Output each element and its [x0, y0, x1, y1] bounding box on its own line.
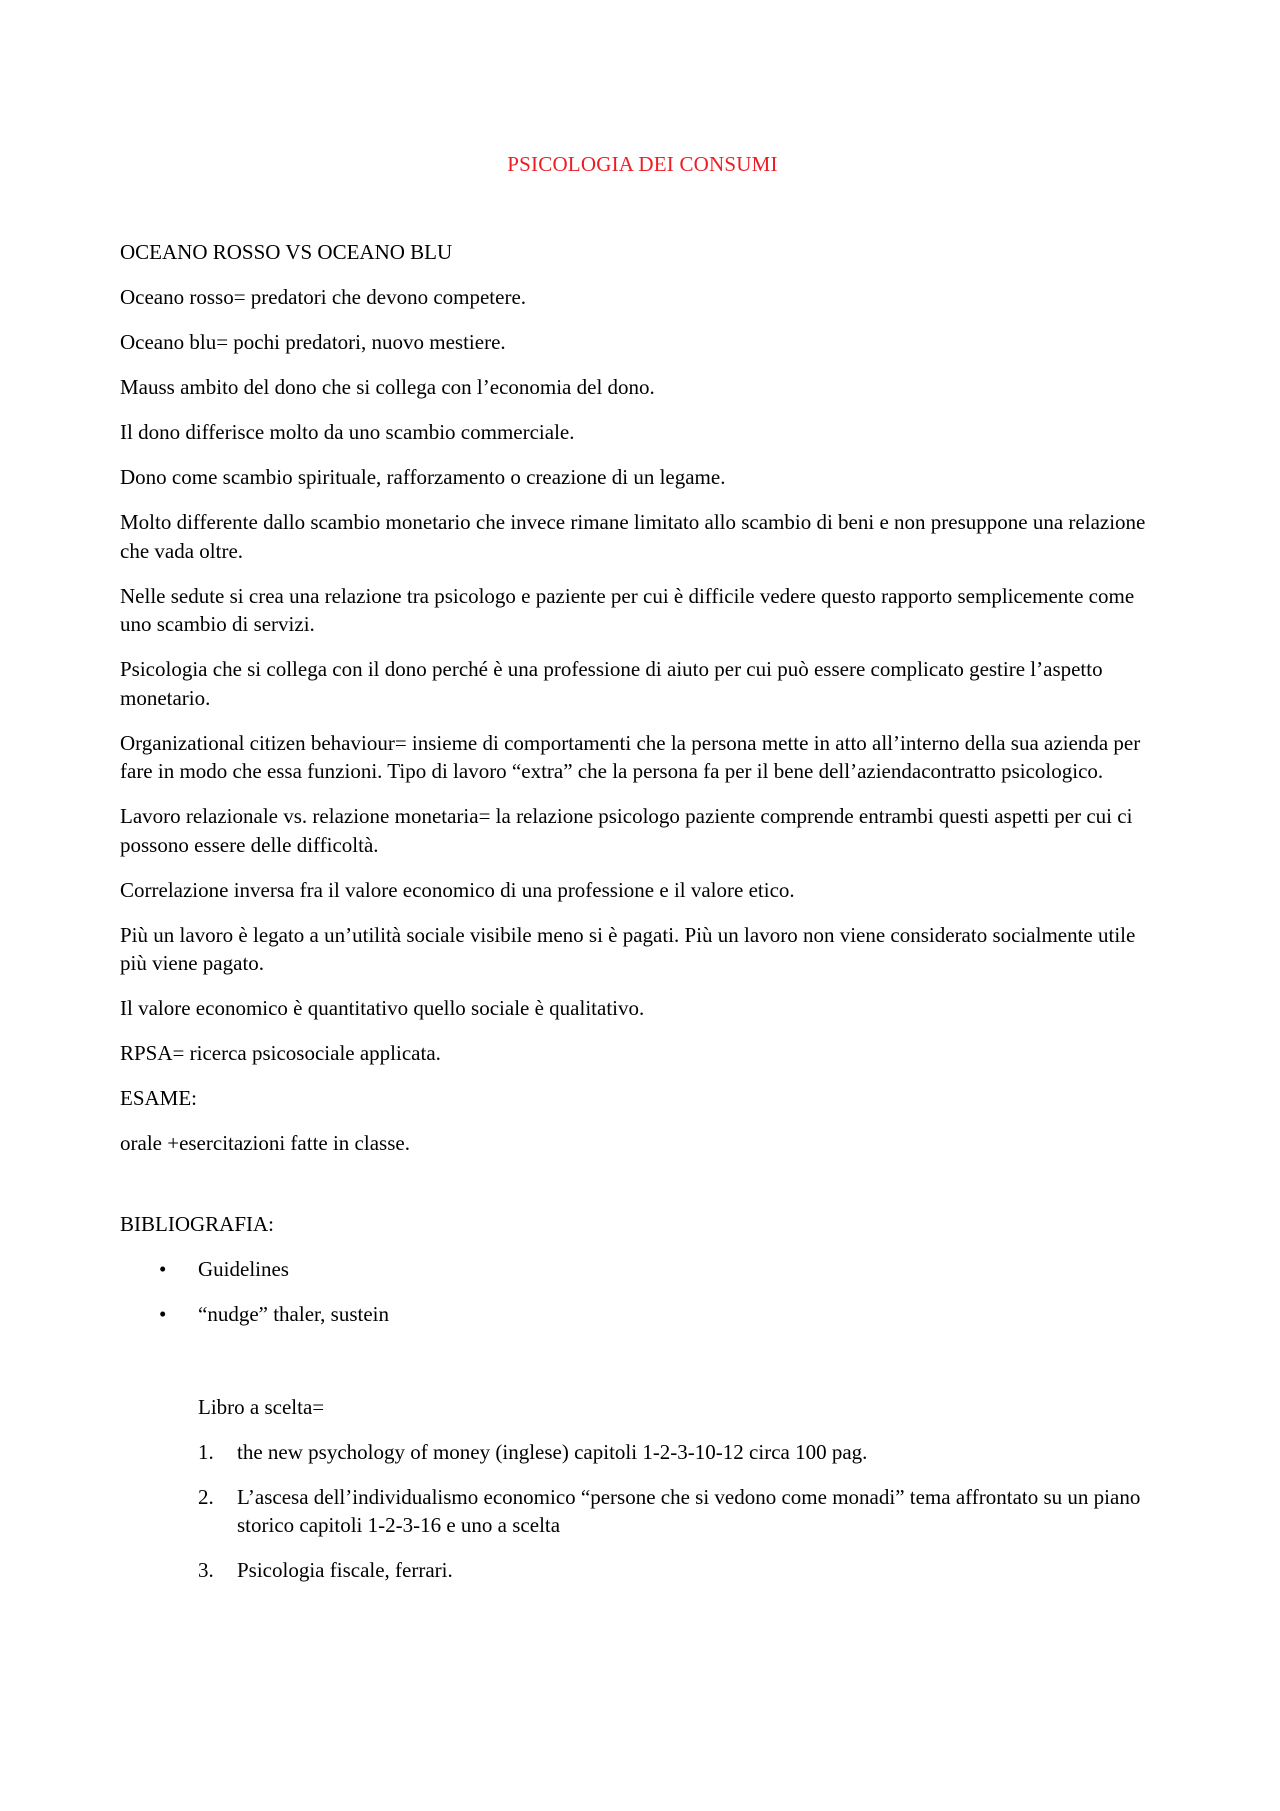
- paragraph: Correlazione inversa fra il valore economico di una professione e il valore etico.: [120, 877, 795, 902]
- list-number: 3.: [198, 1558, 214, 1582]
- paragraph: Dono come scambio spirituale, rafforzamento o creazione di un legame.: [120, 465, 726, 489]
- paragraph: RPSA= ricerca psicosociale applicata.: [120, 1041, 441, 1065]
- list-number: 1.: [198, 1439, 214, 1464]
- list-item-text: Psicologia fiscale, ferrari.: [237, 1558, 453, 1582]
- exam-heading: ESAME:: [120, 1086, 198, 1110]
- list-number: 2.: [198, 1484, 214, 1509]
- list-item: [120, 1483, 1165, 1540]
- list-item: [120, 1556, 1165, 1585]
- exam-text: orale +esercitazioni fatte in classe.: [120, 1131, 410, 1155]
- list-item-text: L’ascesa dell’individualismo economico “persone che si vedono come monadi” tema affrontato su un piano storico capitoli 1-2-3-16 e uno a scelta: [237, 1484, 1141, 1537]
- paragraph: Oceano rosso= predatori che devono competere.: [120, 285, 527, 309]
- libro-label: Libro a scelta=: [198, 1394, 325, 1419]
- bibliography-list: [120, 1255, 1165, 1329]
- paragraph: Organizational citizen behaviour= insieme di comportamenti che la persona mette in atto all’interno della sua azienda per fare in modo che essa funzioni. Tipo di lavoro “extra” che la persona fa per il bene dell’aziendacontratto psicologico.: [120, 730, 1141, 783]
- spacer: [120, 1174, 1165, 1210]
- paragraph: Il valore economico è quantitativo quello sociale è qualitativo.: [120, 996, 645, 1020]
- paragraph: Psicologia che si collega con il dono perché è una professione di aiuto per cui può essere complicato gestire l’aspetto monetario.: [120, 657, 1103, 710]
- list-item-text: the new psychology of money (inglese) capitoli 1-2-3-10-12 circa 100 pag.: [237, 1439, 868, 1464]
- paragraph: Oceano blu= pochi predatori, nuovo mestiere.: [120, 330, 506, 354]
- list-item: [120, 1300, 1165, 1329]
- bibliography-heading: BIBLIOGRAFIA:: [120, 1212, 275, 1236]
- list-item: [120, 1438, 1165, 1467]
- list-item: [120, 1255, 1165, 1284]
- paragraph: Più un lavoro è legato a un’utilità sociale visibile meno si è pagati. Più un lavoro non viene considerato socialmente utile più viene pagato.: [120, 922, 1136, 975]
- document-title: PSICOLOGIA DEI CONSUMI: [507, 152, 778, 176]
- book-list: [120, 1438, 1165, 1585]
- paragraph: Il dono differisce molto da uno scambio commerciale.: [120, 420, 575, 444]
- list-item-text: “nudge” thaler, sustein: [198, 1302, 390, 1326]
- bullet-icon: •: [159, 1257, 167, 1281]
- paragraph: Lavoro relazionale vs. relazione monetaria= la relazione psicologo paziente comprende entrambi questi aspetti per cui ci possono essere delle difficoltà.: [120, 804, 1133, 857]
- list-item-text: Guidelines: [198, 1257, 289, 1281]
- document-content: [120, 150, 1165, 1601]
- paragraph: Mauss ambito del dono che si collega con l’economia del dono.: [120, 375, 655, 399]
- bullet-icon: •: [159, 1302, 167, 1326]
- paragraph: Molto differente dallo scambio monetario che invece rimane limitato allo scambio di beni e non presuppone una relazione che vada oltre.: [120, 510, 1146, 563]
- paragraph: Nelle sedute si crea una relazione tra psicologo e paziente per cui è difficile vedere questo rapporto semplicemente come uno scambio di servizi.: [120, 583, 1135, 636]
- section-heading: OCEANO ROSSO VS OCEANO BLU: [120, 240, 453, 264]
